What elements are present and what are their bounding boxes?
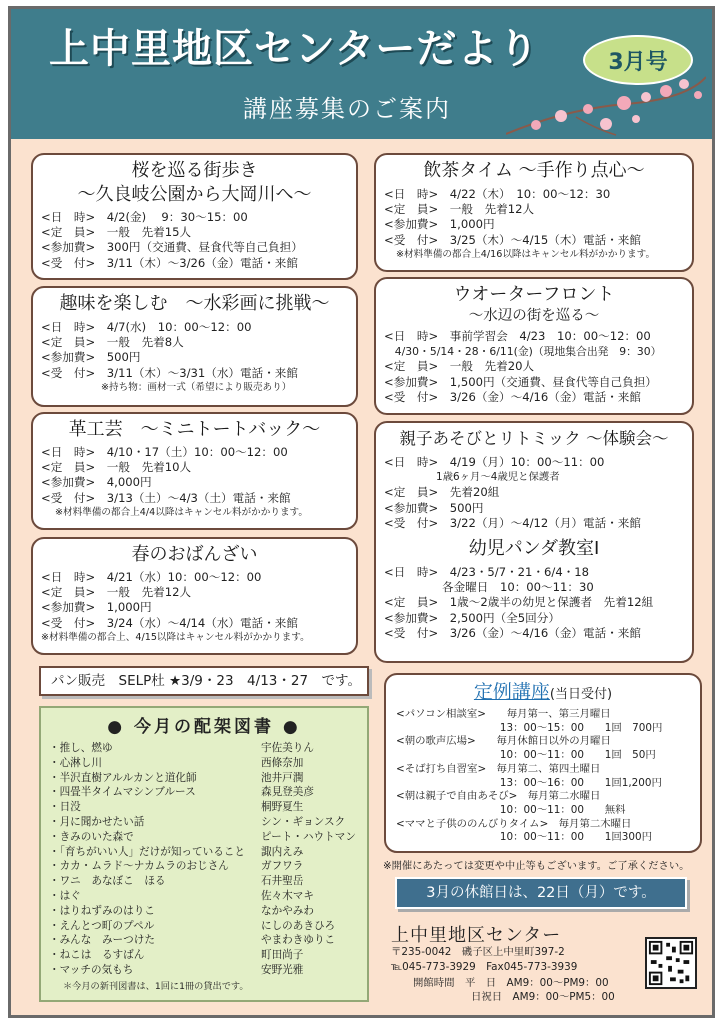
book-title: ・はりねずみのはりこ <box>49 904 155 917</box>
book-item <box>49 889 359 904</box>
book-item <box>49 800 359 815</box>
course-capacity: <定 員> 1歳～2歳半の幼児と保護者 先着12組 <box>384 595 654 610</box>
course-fee: <参加費> 500円 <box>41 350 141 365</box>
book-author: 町田尚子 <box>261 949 304 962</box>
course-date: <日 時> 4/21（水）10：00～12：00 <box>41 570 262 584</box>
course-reception: <受 付> 3/26（金）～4/16（金）電話・来館 <box>384 389 641 404</box>
qr-code-icon[interactable] <box>645 937 697 989</box>
course-fee: <参加費> 4,000円 <box>41 475 152 490</box>
hours-holiday: 日祝日 AM9：00～PM5：00 <box>471 991 615 1003</box>
course-title: 飲茶タイム ～手作り点心～ <box>423 160 645 181</box>
header-banner <box>11 9 712 139</box>
book-list-title: ● 今月の配架図書 ● <box>107 717 301 737</box>
course-date: <日 時> 4/7(水) 10：00～12：00 <box>41 320 252 334</box>
regular-courses-title <box>396 679 690 708</box>
book-list <box>39 706 369 1002</box>
book-item <box>49 859 359 874</box>
course-capacity: <定 員> 一般 先着12人 <box>41 585 192 600</box>
regular-course-row: <パソコン相談室> 毎月第一、第三月曜日 <box>396 708 611 720</box>
center-contact <box>391 945 577 974</box>
book-author: 桐野夏生 <box>261 801 304 814</box>
book-item <box>49 948 359 963</box>
course-title: ウオーターフロント <box>453 284 615 305</box>
book-author: にしのあきひろ <box>261 919 336 932</box>
book-rows <box>49 741 359 978</box>
course-fee: <参加費> 1,500円（交通費、昼食代等自己負担） <box>384 374 657 389</box>
book-item <box>49 815 359 830</box>
regular-course-row: 13：00～16：00 1回1,200円 <box>396 776 662 789</box>
newsletter-subtitle: 講座募集のご案内 <box>243 95 451 123</box>
course-capacity: <定 員> 一般 先着20人 <box>384 359 535 374</box>
regular-course-rows <box>396 708 690 845</box>
course-note: ※持ち物：画材一式（希望により販売あり） <box>101 381 292 393</box>
course-date: <日 時> 4/2(金) 9：30～15：00 <box>41 210 248 224</box>
course-waterfront <box>374 277 694 415</box>
course-fee: <参加費> 2,500円（全5回分） <box>384 610 560 625</box>
book-author: ガフワラ <box>261 860 304 873</box>
center-name: 上中里地区センター <box>391 925 562 946</box>
book-author: 西條奈加 <box>261 756 304 769</box>
course-note: ※材料準備の都合上4/16以降はキャンセル料がかかります。 <box>396 248 656 260</box>
course-capacity: <定 員> 一般 先着15人 <box>41 225 192 240</box>
course-reception: <受 付> 3/11（木）～3/26（金）電話・来館 <box>41 255 298 270</box>
change-notice: ※開催にあたっては変更や中止等もございます。ご了承ください。 <box>383 860 690 872</box>
bread-sale-banner: パン販売 SELP杜 ★3/9・23 4/13・27 です。 <box>39 666 369 696</box>
course-subtitle: ～久良岐公園から大岡川へ～ <box>77 184 312 205</box>
course-title: 親子あそびとリトミック ～体験会～ <box>399 429 669 448</box>
course-capacity: <定 員> 一般 先着8人 <box>41 335 184 350</box>
book-author: 森見登美彦 <box>261 786 314 799</box>
regular-course-row: 13：00～15：00 1回 700円 <box>396 721 663 734</box>
book-title: ・カカ・ムラド～ナカムラのおじさん <box>49 860 229 873</box>
book-title: ・日没 <box>49 801 81 814</box>
book-title: ・はぐ <box>49 889 81 902</box>
course-date: <日 時> 4/10・17（土）10：00～12：00 <box>41 445 288 459</box>
course-date: <日 時> 4/19（月）10：00～11：00 <box>384 455 605 469</box>
book-title: ・マッチの気もち <box>49 963 134 976</box>
center-phone: ℡045-773-3929 Fax045-773-3939 <box>391 960 578 973</box>
book-item <box>49 756 359 771</box>
newsletter-title: 上中里地区センターだより <box>49 26 540 72</box>
course-target: 1歳6ヶ月～4歳児と保護者 <box>384 471 560 484</box>
course-obanzai <box>31 537 358 655</box>
book-title: ・えんとつ町のプペル <box>49 919 155 932</box>
book-item <box>49 845 359 860</box>
book-author: ピート・ハウトマン <box>261 830 356 843</box>
regular-course-row: <そば打ち自習室> 毎月第二、第四土曜日 <box>396 762 601 775</box>
book-author: 宇佐美りん <box>261 742 314 754</box>
course-date-extra: 各金曜日 10：00～11：30 <box>384 580 594 595</box>
regular-courses-heading: 定例講座 <box>473 681 550 703</box>
course-capacity: <定 員> 一般 先着10人 <box>41 460 192 475</box>
book-author: なかやみわ <box>261 904 314 917</box>
book-title: ・「育ちがいい人」だけが知っていること <box>49 845 245 858</box>
book-item <box>49 741 359 756</box>
newsletter-page <box>8 6 715 1018</box>
book-item <box>49 904 359 919</box>
course-reception: <受 付> 3/26（金）～4/16（金）電話・来館 <box>384 625 641 640</box>
regular-course-row: <朝は親子で自由あそび> 毎月第二水曜日 <box>396 790 601 803</box>
course-title: 幼児パンダ教室Ⅰ <box>468 538 600 560</box>
book-item <box>49 874 359 889</box>
book-title: ・ねこは るすばん <box>49 949 145 962</box>
course-suisai <box>31 286 358 407</box>
hours-weekday: 開館時間 平 日 AM9：00～PM9：00 <box>413 977 609 989</box>
regular-course-row: <ママと子供ののんびりタイム> 毎月第二木曜日 <box>396 817 632 830</box>
course-fee: <参加費> 1,000円 <box>41 600 152 615</box>
book-title: ・みんな みーつけた <box>49 934 155 947</box>
course-capacity: <定 員> 先着20組 <box>384 485 500 500</box>
course-date: <日 時> 4/23・5/7・21・6/4・18 <box>384 565 590 580</box>
book-title: ・四畳半タイムマシンブルース <box>49 786 196 799</box>
center-address: 〒235-0042 磯子区上中里町397-2 <box>391 946 565 958</box>
book-author: 石井聖岳 <box>261 875 304 888</box>
course-title: 趣味を楽しむ ～水彩画に挑戦～ <box>59 293 330 314</box>
book-author: シン・ギョンスク <box>261 815 346 828</box>
regular-courses-suffix: (当日受付) <box>549 687 613 702</box>
course-subtitle: ～水辺の街を巡る～ <box>468 308 600 324</box>
book-title: ・推し、燃ゆ <box>49 742 113 754</box>
course-date-extra: 4/30・5/14・28・6/11(金)（現地集合出発 9：30） <box>384 345 662 359</box>
month-badge: 3月号 <box>583 35 693 85</box>
regular-courses <box>384 673 702 853</box>
course-fee: <参加費> 500円 <box>384 500 484 515</box>
book-title: ・ワニ あなぼこ ほる <box>49 875 166 888</box>
course-date: <日 時> 事前学習会 4/23 10：00～12：00 <box>384 329 651 343</box>
book-author: やまわきゆりこ <box>261 934 336 947</box>
book-author: 佐々木マキ <box>261 889 314 902</box>
book-item <box>49 785 359 800</box>
course-reception: <受 付> 3/25（木）～4/15（木）電話・来館 <box>384 232 641 247</box>
book-title: ・月に聞かせたい話 <box>49 815 145 828</box>
book-author: 諏内えみ <box>261 845 304 858</box>
course-fee: <参加費> 300円（交通費、昼食代等自己負担） <box>41 240 303 255</box>
regular-course-row: 10：00～11：00 1回300円 <box>396 831 652 844</box>
opening-hours <box>413 976 615 1004</box>
course-capacity: <定 員> 一般 先着12人 <box>384 202 535 217</box>
course-reception: <受 付> 3/13（土）～4/3（土）電話・来館 <box>41 490 291 505</box>
book-item <box>49 771 359 786</box>
book-list-note: ＊今月の新刊図書は、1回に1冊の貸出です。 <box>63 980 249 992</box>
course-title: 桜を巡る街歩き <box>131 160 258 181</box>
book-item <box>49 933 359 948</box>
course-title: 春のおばんざい <box>131 544 258 565</box>
book-title: ・きみのいた森で <box>49 830 134 843</box>
course-fee: <参加費> 1,000円 <box>384 217 495 232</box>
course-title: 革工芸 ～ミニトートバック～ <box>68 419 321 440</box>
regular-course-row: 10：00～11：00 無料 <box>396 803 626 816</box>
course-rhythmic-panda <box>374 421 694 663</box>
book-item <box>49 963 359 978</box>
course-date: <日 時> 4/22（木） 10：00～12：30 <box>384 187 611 201</box>
book-item <box>49 919 359 934</box>
book-title: ・心淋し川 <box>49 756 102 769</box>
regular-course-row: <朝の歌声広場> 毎月休館日以外の月曜日 <box>396 735 611 748</box>
book-title: ・半沢直樹アルルカンと道化師 <box>49 771 197 784</box>
course-inchatime <box>374 153 694 272</box>
course-note: ※材料準備の都合上4/4以降はキャンセル料がかかります。 <box>55 506 308 518</box>
course-sakura <box>31 153 358 280</box>
book-item <box>49 830 359 845</box>
regular-course-row: 10：00～11：00 1回 50円 <box>396 749 656 762</box>
course-reception: <受 付> 3/22（月）～4/12（月）電話・来館 <box>384 515 641 530</box>
book-author: 池井戸潤 <box>261 771 304 784</box>
book-author: 安野光雅 <box>261 963 304 976</box>
course-kawa <box>31 412 358 530</box>
holiday-notice: 3月の休館日は、22日（月）です。 <box>395 877 687 909</box>
course-note: ※材料準備の都合上、4/15以降はキャンセル料がかかります。 <box>41 631 310 643</box>
course-reception: <受 付> 3/11（木）～3/31（水）電話・来館 <box>41 365 298 380</box>
course-reception: <受 付> 3/24（水）～4/14（水）電話・来館 <box>41 615 298 630</box>
